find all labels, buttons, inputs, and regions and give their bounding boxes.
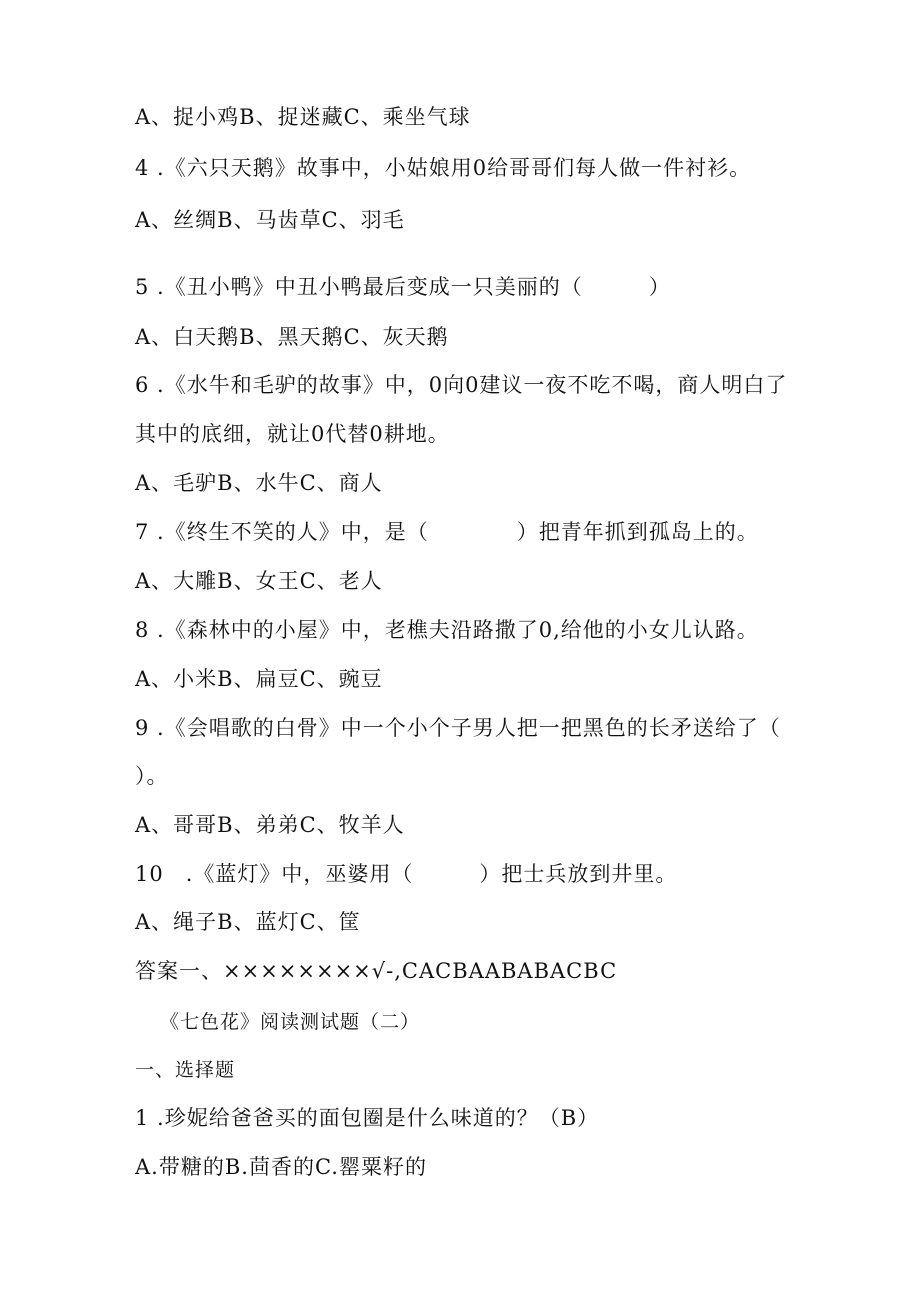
- question-4: 4 .《六只天鹅》故事中，小姑娘用0给哥哥们每人做一件衬衫。: [135, 156, 752, 180]
- option-line-q4: A、丝绸B、马齿草C、羽毛: [135, 208, 405, 232]
- question-8: 8 .《森林中的小屋》中，老樵夫沿路撒了0,给他的小女儿认路。: [135, 618, 759, 642]
- option-line-q5: A、白天鹅B、黑天鹅C、灰天鹅: [135, 325, 449, 349]
- option-line-q8: A、小米B、扁豆C、豌豆: [135, 667, 383, 691]
- answer-key: 答案一、××××××××√-,CACBAABABACBC: [135, 959, 618, 983]
- question-6-continued: 其中的底细，就让0代替0耕地。: [135, 422, 450, 446]
- question-7: 7 .《终生不笑的人》中，是（ ）把青年抓到孤岛上的。: [135, 520, 759, 544]
- option-line-q6: A、毛驴B、水牛C、商人: [135, 471, 383, 495]
- question-10: 10 .《蓝灯》中，巫婆用（ ）把士兵放到井里。: [135, 862, 678, 886]
- question-6: 6 .《水牛和毛驴的故事》中，0向0建议一夜不吃不喝，商人明白了: [135, 373, 788, 397]
- option-line-q7: A、大雕B、女王C、老人: [135, 569, 383, 593]
- option-line-q3: A、捉小鸡B、捉迷藏C、乘坐气球: [135, 105, 471, 129]
- section-heading: 一、选择题: [135, 1059, 236, 1081]
- question-1: 1 .珍妮给爸爸买的面包圈是什么味道的？（B）: [135, 1106, 600, 1130]
- question-9: 9 .《会唱歌的白骨》中一个小个子男人把一把黑色的长矛送给了（: [135, 716, 781, 740]
- option-line-q1: A.带糖的B.茴香的C.罂粟籽的: [135, 1155, 427, 1179]
- question-9-continued: ）。: [135, 764, 169, 788]
- question-5: 5 .《丑小鸭》中丑小鸭最后变成一只美丽的（ ）: [135, 275, 671, 299]
- section-title: 《七色花》阅读测试题（二）: [160, 1011, 421, 1033]
- option-line-q9: A、哥哥B、弟弟C、牧羊人: [135, 813, 405, 837]
- option-line-q10: A、绳子B、蓝灯C、筐: [135, 910, 361, 934]
